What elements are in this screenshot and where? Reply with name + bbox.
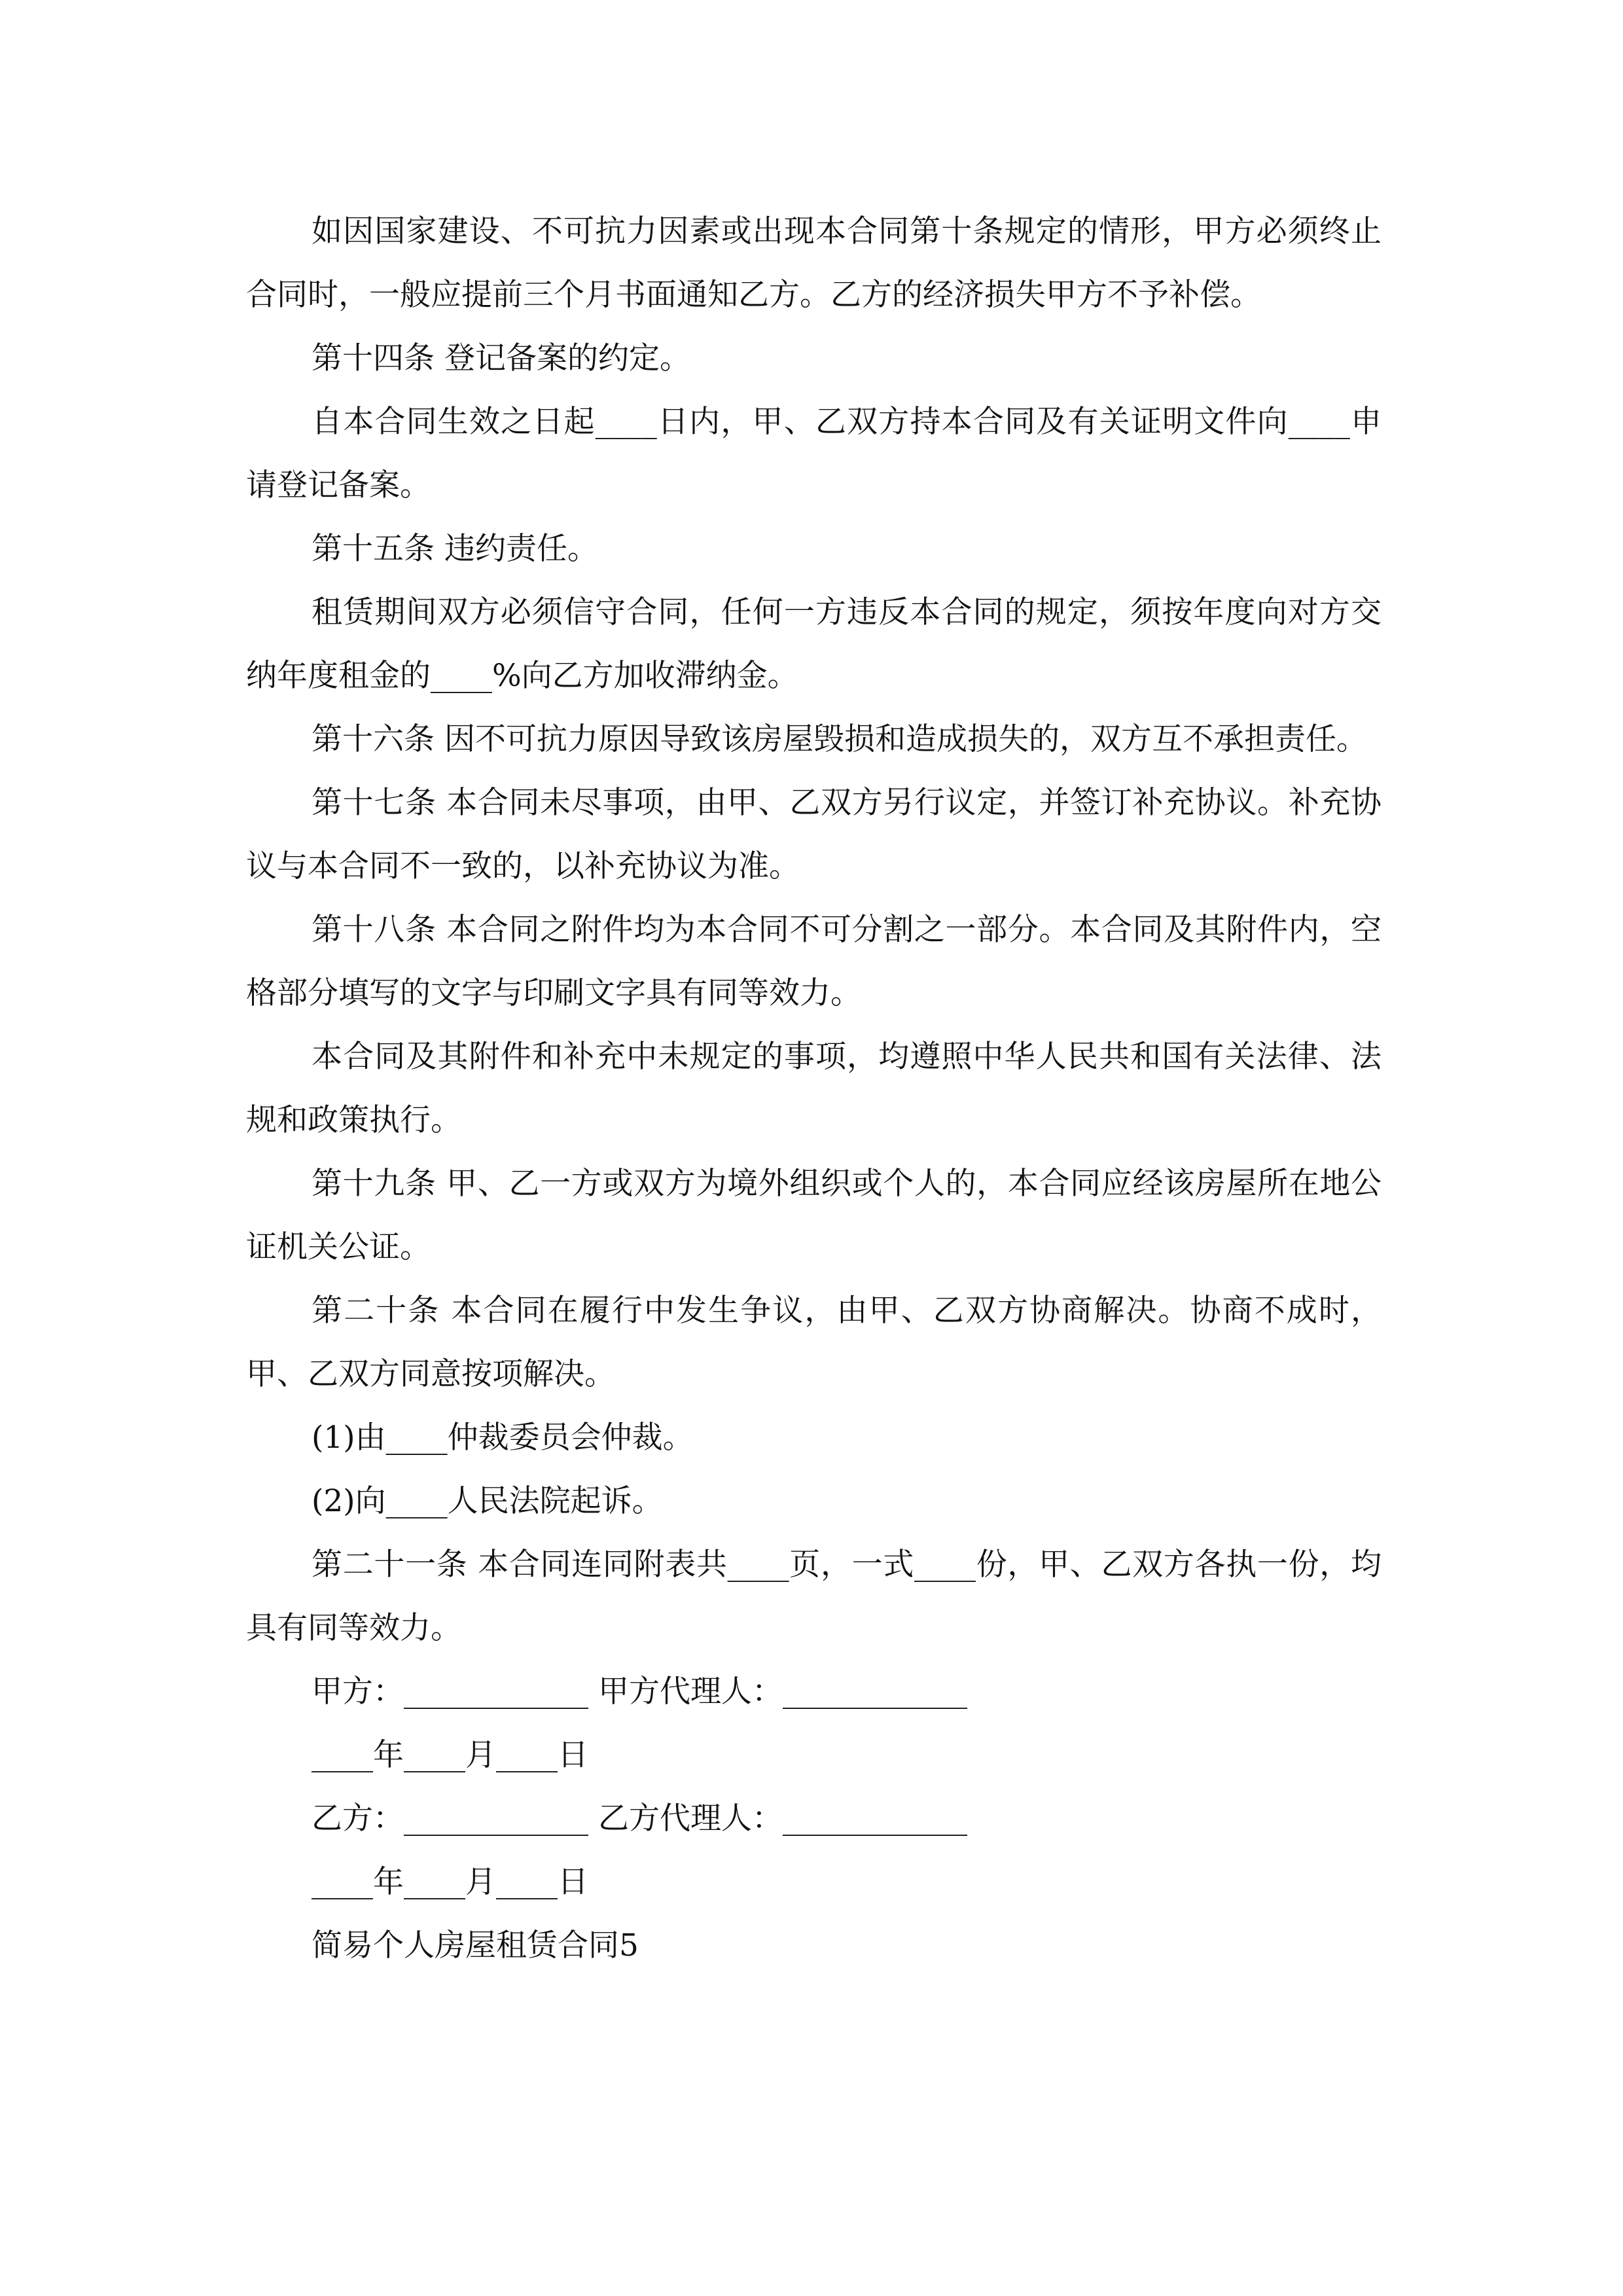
date-party-b: ____年____月____日 [312, 1864, 588, 1900]
article-17: 第十七条 本合同未尽事项，由甲、乙双方另行议定，并签订补充协议。补充协议与本合同不一致的，以补充协议为准。 [246, 785, 1382, 884]
signature-party-a: 甲方：____________ 甲方代理人：____________ [312, 1674, 967, 1710]
article-15-heading: 第十五条 违约责任。 [312, 531, 598, 567]
article-18: 第十八条 本合同之附件均为本合同不可分割之一部分。本合同及其附件内，空格部分填写的文字与印刷文字具有同等效力。 [246, 912, 1382, 1011]
option-arbitration: (1)由____仲裁委员会仲裁。 [312, 1420, 694, 1456]
next-contract-title: 简易个人房屋租赁合同5 [312, 1928, 639, 1964]
contract-body [246, 200, 1382, 1977]
article-16: 第十六条 因不可抗力原因导致该房屋毁损和造成损失的，双方互不承担责任。 [312, 721, 1367, 757]
article-19: 第十九条 甲、乙一方或双方为境外组织或个人的，本合同应经该房屋所在地公证机关公证。 [246, 1166, 1382, 1265]
article-21: 第二十一条 本合同连同附表共____页，一式____份，甲、乙双方各执一份，均具有同等效力。 [246, 1547, 1382, 1646]
paragraph-termination-notice: 如因国家建设、不可抗力因素或出现本合同第十条规定的情形，甲方必须终止合同时，一般应提前三个月书面通知乙方。乙方的经济损失甲方不予补偿。 [246, 213, 1382, 313]
option-court: (2)向____人民法院起诉。 [312, 1483, 663, 1519]
paragraph-breach-penalty: 租赁期间双方必须信守合同，任何一方违反本合同的规定，须按年度向对方交纳年度租金的____%向乙方加收滞纳金。 [246, 594, 1382, 694]
article-20: 第二十条 本合同在履行中发生争议，由甲、乙双方协商解决。协商不成时，甲、乙双方同意按项解决。 [246, 1293, 1382, 1392]
article-14-heading: 第十四条 登记备案的约定。 [312, 340, 690, 376]
date-party-a: ____年____月____日 [312, 1737, 588, 1773]
signature-party-b: 乙方：____________ 乙方代理人：____________ [312, 1801, 967, 1837]
paragraph-registration: 自本合同生效之日起____日内，甲、乙双方持本合同及有关证明文件向____申请登记备案。 [246, 404, 1382, 503]
paragraph-applicable-law: 本合同及其附件和补充中未规定的事项，均遵照中华人民共和国有关法律、法规和政策执行。 [246, 1039, 1382, 1138]
